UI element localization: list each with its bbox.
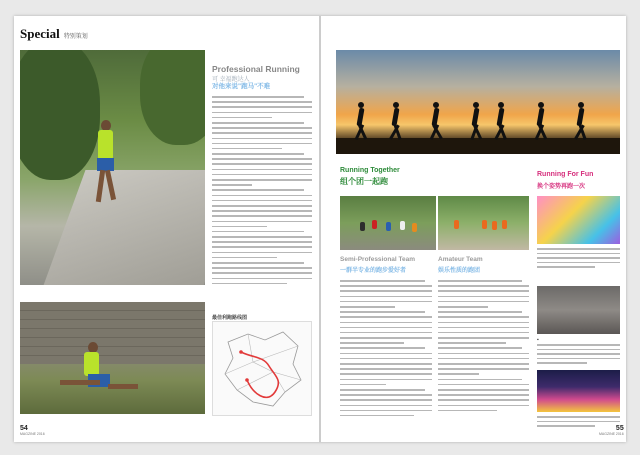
group-run-photo-1: [340, 196, 436, 250]
amateur-title: Amateur Team: [438, 256, 483, 263]
fun-caption-1: [537, 248, 620, 268]
section-subtitle: 特别策划: [63, 34, 88, 40]
running-for-fun-title: Running For Fun: [537, 171, 594, 178]
page-number-left: [20, 425, 45, 436]
semi-pro-body: [340, 280, 432, 416]
article-title: Professional Running: [212, 64, 300, 74]
semi-pro-subtitle: 一群半专业的跑步爱好者: [340, 268, 407, 274]
running-together-title: Running Together: [340, 167, 400, 174]
article-headline: 对他来说"跑马"不难: [212, 83, 271, 90]
issue-label-right: MAGZINE 2016: [599, 432, 624, 436]
page-number-right: [599, 425, 624, 436]
stretching-photo: [20, 302, 205, 414]
article-byline: 可 幸福跑达人: [212, 77, 250, 83]
route-map: [212, 321, 312, 416]
fun-caption-2-head: ▪: [537, 337, 539, 343]
section-title: Special: [20, 26, 60, 41]
mud-run-photo: [537, 286, 620, 334]
page-number-left-value: 54: [20, 425, 28, 432]
article-body: [212, 96, 312, 284]
route-map-drawing: [213, 322, 313, 417]
amateur-body: [438, 280, 529, 411]
sunset-runners-photo: [336, 50, 620, 154]
fun-caption-2: [537, 344, 620, 364]
magazine-spread: [14, 16, 626, 442]
runner-photo: [20, 50, 205, 285]
amateur-subtitle: 娱乐性质的跑团: [438, 268, 481, 274]
running-for-fun-subtitle: 换个姿势再跑一次: [537, 184, 586, 190]
night-run-photo: [537, 370, 620, 412]
issue-label-left: MAGZINE 2016: [20, 432, 45, 436]
section-header: [20, 26, 88, 42]
color-run-photo: [537, 196, 620, 244]
running-together-subtitle: 组个团一起跑: [340, 177, 388, 186]
semi-pro-title: Semi-Professional Team: [340, 256, 416, 263]
spine: [319, 16, 321, 442]
page-number-right-value: 55: [615, 425, 624, 432]
map-caption: 最佳利跑路线图: [212, 315, 248, 321]
group-run-photo-2: [438, 196, 529, 250]
